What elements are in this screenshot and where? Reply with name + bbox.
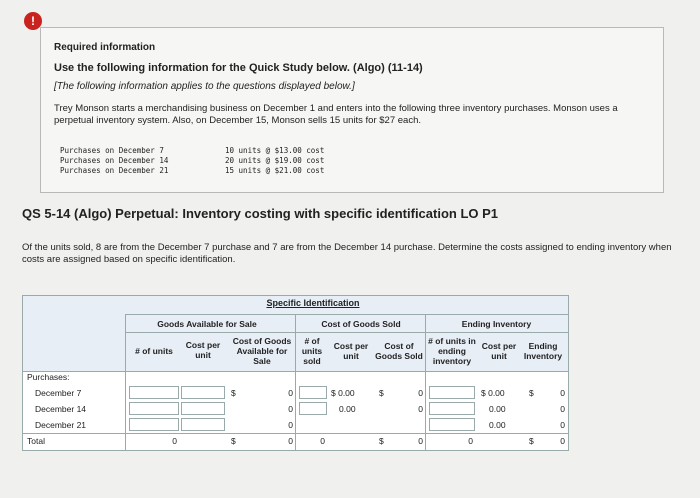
dec14-units-input[interactable]: [129, 402, 179, 415]
col-cost-per-unit-ending-header: Cost per unit: [481, 341, 517, 361]
group-cogs-header: Cost of Goods Sold: [321, 319, 401, 329]
purchase-detail: 15 units @ $21.00 cost: [225, 166, 325, 175]
applies-note: [The following information applies to the questions displayed below.]: [54, 81, 355, 92]
dec14-ending-inventory: 0: [560, 404, 565, 414]
dec7-units-input[interactable]: [129, 386, 179, 399]
group-ending-header: Ending Inventory: [461, 319, 532, 329]
table-title: Specific Identification: [266, 298, 360, 308]
grid-line: [125, 314, 126, 450]
grid-line: [23, 371, 568, 372]
col-cost-per-unit-sold-header: Cost per unit: [333, 341, 369, 361]
use-following-heading: Use the following information for the Quick Study below. (Algo) (11-14): [54, 62, 423, 74]
dec7-units-ending-input[interactable]: [429, 386, 475, 399]
dec14-cost-sold: 0: [418, 404, 423, 414]
row-label-dec7: December 7: [35, 388, 82, 398]
dec7-cost-available: 0: [288, 388, 293, 398]
dec21-cost-available: 0: [288, 420, 293, 430]
total-units-ending: 0: [468, 436, 473, 446]
dec7-cost-sold: 0: [418, 388, 423, 398]
alert-icon: !: [24, 12, 42, 30]
dec7-ending-inventory: 0: [560, 388, 565, 398]
grid-line: [23, 433, 568, 434]
purchases-list: [60, 146, 324, 176]
dec7-ending-cost-per-unit: $ 0.00: [481, 388, 505, 398]
dec7-cost-per-unit-input[interactable]: [181, 386, 225, 399]
dec14-units-sold-input[interactable]: [299, 402, 327, 415]
purchase-detail: 10 units @ $13.00 cost: [225, 146, 325, 155]
purchase-label: Purchases on December 21: [60, 166, 169, 175]
row-label-total: Total: [27, 436, 45, 446]
col-cost-available-header: Cost of Goods Available for Sale: [232, 336, 292, 366]
dollar-sign: $: [379, 388, 384, 398]
dollar-sign: $: [529, 388, 534, 398]
col-cost-sold-header: Cost of Goods Sold: [375, 341, 423, 361]
total-cost-sold: 0: [418, 436, 423, 446]
col-units-header: # of units: [135, 346, 173, 356]
grid-line: [295, 314, 296, 450]
purchase-row: [60, 156, 324, 166]
dec21-ending-inventory: 0: [560, 420, 565, 430]
specific-identification-table: [22, 295, 569, 451]
dec14-sold-cost-per-unit: 0.00: [339, 404, 356, 414]
row-label-dec14: December 14: [35, 404, 87, 414]
total-cost-available: 0: [288, 436, 293, 446]
dollar-sign: $: [231, 436, 236, 446]
purchase-row: [60, 166, 324, 176]
dollar-sign: $: [379, 436, 384, 446]
col-ending-inventory-header: Ending Inventory: [523, 341, 563, 361]
purchase-label: Purchases on December 14: [60, 156, 169, 165]
col-units-ending-header: # of units in ending inventory: [428, 336, 476, 366]
dec21-ending-cost-per-unit: 0.00: [489, 420, 506, 430]
purchase-detail: 20 units @ $19.00 cost: [225, 156, 325, 165]
dec7-sold-cost-per-unit: $ 0.00: [331, 388, 355, 398]
dec14-units-ending-input[interactable]: [429, 402, 475, 415]
dollar-sign: $: [231, 388, 236, 398]
grid-line: [425, 314, 426, 450]
dec21-units-input[interactable]: [129, 418, 179, 431]
dec14-cost-available: 0: [288, 404, 293, 414]
purchase-label: Purchases on December 7: [60, 146, 164, 155]
dollar-sign: $: [529, 436, 534, 446]
question-title: QS 5-14 (Algo) Perpetual: Inventory costing with specific identification LO P1: [22, 206, 499, 221]
row-label-dec21: December 21: [35, 420, 87, 430]
required-info-title: Required information: [54, 42, 156, 53]
col-cost-per-unit-header: Cost per unit: [185, 340, 221, 360]
col-units-sold-header: # of units sold: [301, 336, 323, 366]
group-available-header: Goods Available for Sale: [157, 319, 257, 329]
purchase-row: [60, 146, 324, 156]
total-units: 0: [172, 436, 177, 446]
intro-text: Trey Monson starts a merchandising business on December 1 and enters into the following three inventory purchases. Monson uses a perpetual inventory system. Also, on December 15, Monson sells 15 units for $27 each.: [54, 103, 618, 126]
dec21-cost-per-unit-input[interactable]: [181, 418, 225, 431]
dec7-units-sold-input[interactable]: [299, 386, 327, 399]
row-purchases-label: Purchases:: [27, 372, 70, 382]
dec14-ending-cost-per-unit: 0.00: [489, 404, 506, 414]
grid-line: [125, 332, 568, 333]
total-ending-inventory: 0: [560, 436, 565, 446]
dec14-cost-per-unit-input[interactable]: [181, 402, 225, 415]
total-units-sold: 0: [320, 436, 325, 446]
grid-line: [125, 314, 568, 315]
dec21-units-ending-input[interactable]: [429, 418, 475, 431]
question-text: Of the units sold, 8 are from the December 7 purchase and 7 are from the December 14 purchase. Determine the costs assigned to ending inventory when costs are assigned based on specific identification.: [22, 242, 672, 265]
